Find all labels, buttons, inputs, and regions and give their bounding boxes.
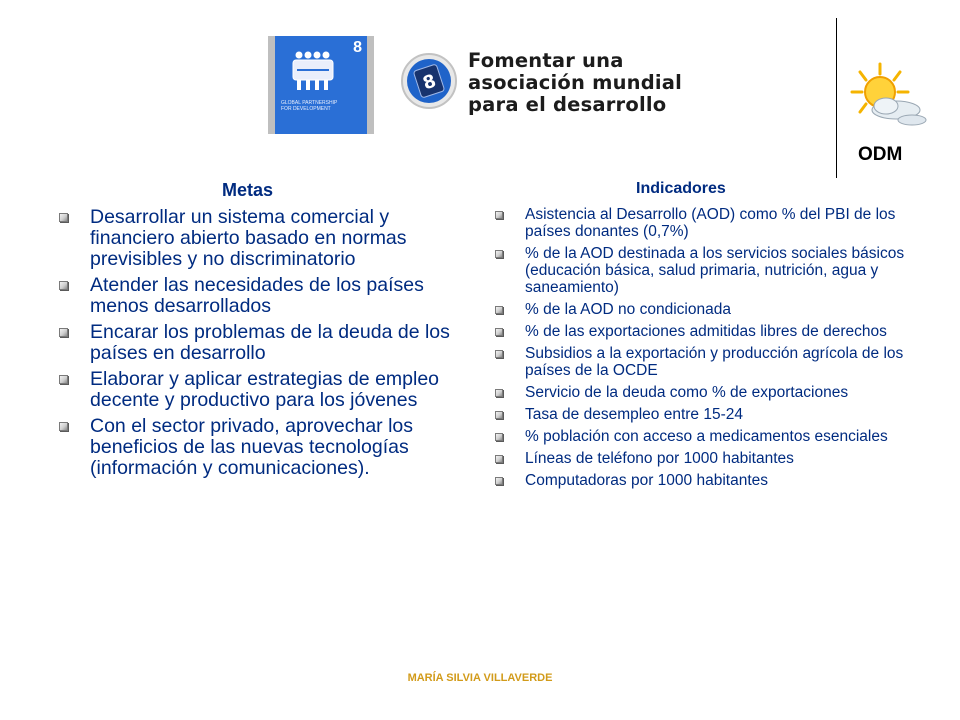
- meta-text: Con el sector privado, aprovechar los beneficios de las nuevas tecnologías (información y comunicaciones).: [90, 415, 413, 479]
- brand-label: ODM: [858, 144, 903, 165]
- checkbox-bullet-icon: [59, 375, 68, 384]
- indicator-text: Líneas de teléfono por 1000 habitantes: [525, 450, 794, 467]
- sun-cloud-icon: [846, 60, 930, 132]
- indicator-text: Subsidios a la exportación y producción agrícola de los países de la OCDE: [525, 345, 904, 379]
- logo-caption: GLOBAL PARTNERSHIP FOR DEVELOPMENT: [281, 100, 338, 112]
- goal-title: [468, 50, 698, 116]
- handshake-group-icon: [289, 50, 337, 94]
- list-item: [494, 384, 914, 401]
- indicator-text: Servicio de la deuda como % de exportaciones: [525, 384, 849, 401]
- checkbox-bullet-icon: [495, 250, 503, 258]
- list-item: [56, 416, 451, 479]
- checkbox-bullet-icon: [59, 422, 68, 431]
- indicator-text: % de la AOD no condicionada: [525, 301, 731, 318]
- list-item: [56, 275, 451, 317]
- indicator-text: % de la AOD destinada a los servicios sociales básicos (educación básica, salud primaria, nutrición, agua y saneamiento): [525, 245, 905, 296]
- checkbox-bullet-icon: [495, 455, 503, 463]
- checkbox-bullet-icon: [495, 211, 503, 219]
- list-item: [494, 428, 914, 445]
- indicator-text: Computadoras por 1000 habitantes: [525, 472, 768, 489]
- indicadores-list: [494, 206, 914, 494]
- meta-text: Encarar los problemas de la deuda de los países en desarrollo: [90, 321, 450, 364]
- goal-title-line-2: asociación mundial: [468, 71, 683, 94]
- checkbox-bullet-icon: [59, 281, 68, 290]
- checkbox-bullet-icon: [495, 306, 503, 314]
- indicator-text: % de las exportaciones admitidas libres de derechos: [525, 323, 887, 340]
- list-item: [494, 450, 914, 467]
- indicator-text: Asistencia al Desarrollo (AOD) como % del PBI de los países donantes (0,7%): [525, 206, 896, 240]
- badge-number: 8: [420, 70, 439, 95]
- goal-title-line-1: Fomentar una: [468, 49, 624, 72]
- checkbox-bullet-icon: [495, 411, 503, 419]
- meta-text: Desarrollar un sistema comercial y financiero abierto basado en normas previsibles y no discriminatorio: [90, 206, 407, 270]
- checkbox-bullet-icon: [495, 433, 503, 441]
- list-item: [56, 322, 451, 364]
- metas-heading: Metas: [222, 180, 274, 200]
- checkbox-bullet-icon: [495, 328, 503, 336]
- goal-title-line-3: para el desarrollo: [468, 93, 667, 116]
- indicator-text: % población con acceso a medicamentos esenciales: [525, 428, 888, 445]
- list-item: [56, 369, 451, 411]
- checkbox-bullet-icon: [495, 477, 503, 485]
- list-item: [494, 345, 914, 379]
- meta-text: Atender las necesidades de los países menos desarrollados: [90, 274, 424, 317]
- list-item: [494, 301, 914, 318]
- indicator-text: Tasa de desempleo entre 15-24: [525, 406, 744, 423]
- list-item: [494, 206, 914, 240]
- checkbox-bullet-icon: [495, 389, 503, 397]
- list-item: [494, 323, 914, 340]
- goal-8-badge-icon: [400, 52, 458, 110]
- metas-list: [56, 207, 451, 484]
- goal-8-logo: [268, 36, 374, 134]
- footer-author: MARÍA SILVIA VILLAVERDE: [407, 672, 553, 684]
- divider: [836, 18, 837, 178]
- list-item: [494, 245, 914, 296]
- indicadores-heading: Indicadores: [636, 180, 726, 197]
- checkbox-bullet-icon: [59, 213, 68, 222]
- list-item: [494, 472, 914, 489]
- goal-8-logo-panel: [275, 36, 367, 134]
- list-item: [56, 207, 451, 270]
- goal-number: 8: [353, 39, 362, 56]
- list-item: [494, 406, 914, 423]
- checkbox-bullet-icon: [495, 350, 503, 358]
- meta-text: Elaborar y aplicar estrategias de empleo decente y productivo para los jóvenes: [90, 368, 440, 411]
- checkbox-bullet-icon: [59, 328, 68, 337]
